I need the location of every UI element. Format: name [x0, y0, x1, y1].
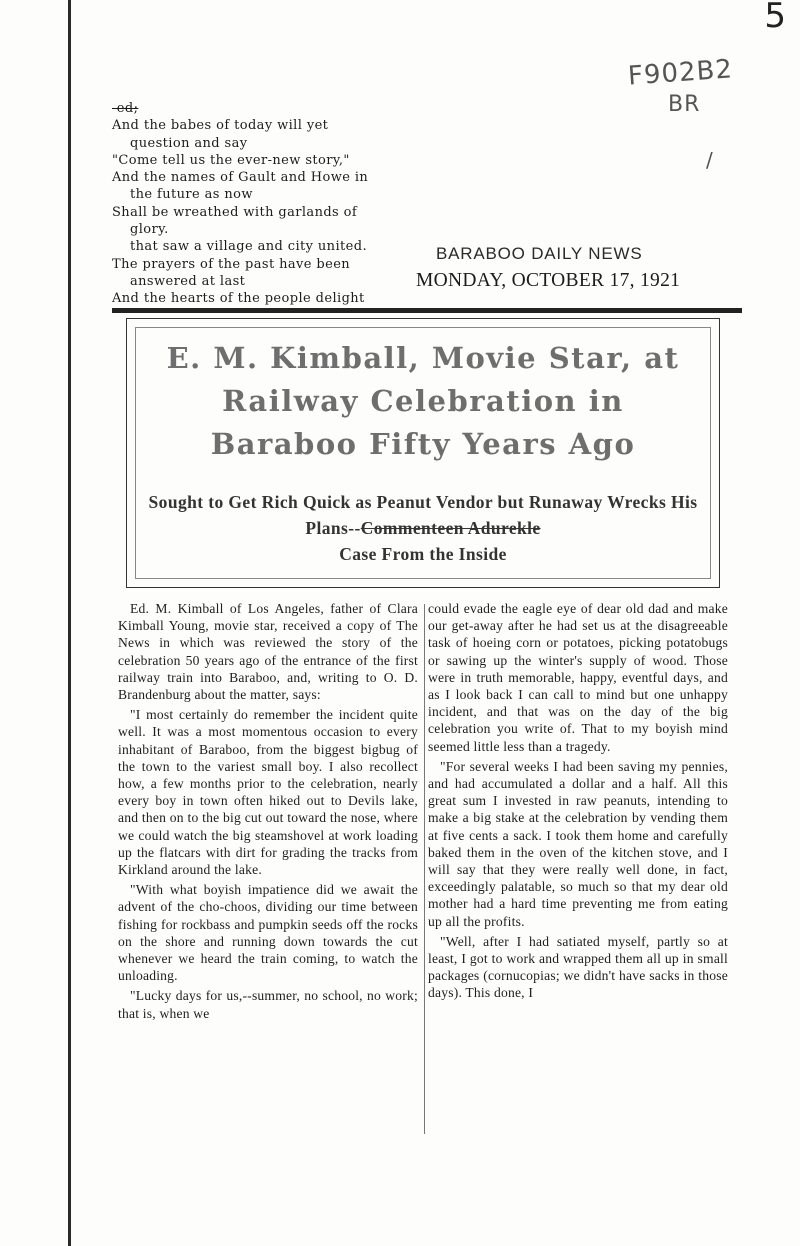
- article-paragraph: "With what boyish impatience did we await the advent of the cho-choos, dividing our time between fishing for rockbass and pumpkin seeds off the rocks on the shore and running down towards the cut whenever we heard the train coming, to watch the unloading.: [118, 882, 418, 984]
- poem-line: the future as now: [130, 187, 253, 203]
- poem-line: -ed;: [112, 101, 139, 116]
- headline-box: [126, 318, 720, 588]
- column-divider: [424, 604, 425, 1134]
- article-paragraph: "I most certainly do remember the incident quite well. It was a most momentous occasion to every inhabitant of Baraboo, from the biggest bigbug of the town to the variest small boy. I also recollect how, a few months prior to the celebration, nearly every boy in town often hiked out to Devils lake, and then on to the big cut out toward the nose, where we could watch the big steamshovel at work loading up the flatcars with dirt for grading the tracks from Kirkland around the lake.: [118, 707, 418, 878]
- article-paragraph: "Lucky days for us,--summer, no school, no work; that is, when we: [118, 988, 418, 1021]
- article-column-right: [428, 600, 728, 1005]
- article-paragraph: "Well, after I had satiated myself, partly so at least, I got to work and wrapped them all up in small packages (cornucopias; we didn't have sacks in those days). This done, I: [428, 933, 728, 1001]
- poem-line: The prayers of the past have been: [112, 256, 351, 272]
- poem-line: And the babes of today will yet: [112, 118, 329, 134]
- poem-fragment: [112, 100, 412, 308]
- section-divider: [112, 308, 742, 313]
- newspaper-name: BARABOO DAILY NEWS: [436, 244, 643, 263]
- publication-date: MONDAY, OCTOBER 17, 1921: [416, 270, 681, 291]
- poem-line: "Come tell us the ever-new story,": [112, 152, 350, 168]
- page-number: 5: [764, 0, 786, 36]
- poem-line: And the names of Gault and Howe in: [112, 170, 369, 186]
- pencil-catalog-code: F902B2: [627, 54, 734, 92]
- poem-line: glory.: [130, 222, 169, 238]
- scrapbook-margin-line: [68, 0, 71, 1246]
- subhead-end: Case From the Inside: [339, 544, 507, 564]
- article-headline: E. M. Kimball, Movie Star, at Railway Celebration in Baraboo Fifty Years Ago: [166, 341, 680, 461]
- article-paragraph: "For several weeks I had been saving my pennies, and had accumulated a dollar and a half. All this great sum I invested in raw peanuts, intending to make a big stake at the celebration by vending them at five cents a sack. I took them home and carefully baked them in the oven of the kitchen stove, and I will say that they were really well done, in fact, exceedingly palatable, so much so that my dear old mother had a hard time preventing me from eating up all the profits.: [428, 758, 728, 929]
- subhead-struck-text: Commenteen Adurekle: [360, 518, 541, 538]
- poem-line: answered at last: [130, 273, 246, 289]
- article-paragraph: could evade the eagle eye of dear old dad and make our get-away after he had set us at the disagreeable task of hoeing corn or potatoes, picking potatobugs or sawing up the winter's supply of wood. Those were in truth memorable, happy, eventful days, and as I look back I can call to mind but one unhappy incident, and that was on the day of the big celebration you write of. That to my boyish mind seemed little less than a tragedy.: [428, 601, 728, 754]
- pencil-mark: /: [706, 148, 714, 172]
- poem-line: question and say: [130, 135, 248, 151]
- poem-line: that saw a village and city united.: [130, 239, 367, 255]
- pencil-initials: BR: [668, 92, 701, 117]
- poem-line: And the hearts of the people delight: [112, 291, 365, 307]
- poem-line: Shall be wreathed with garlands of: [112, 204, 358, 220]
- article-column-left: [118, 600, 418, 1025]
- subhead-main: Sought to Get Rich Quick as Peanut Vendor but Runaway Wrecks His Plans--: [148, 492, 698, 538]
- article-subheadline: [147, 489, 699, 567]
- newspaper-masthead: [416, 244, 686, 292]
- article-paragraph: Ed. M. Kimball of Los Angeles, father of Clara Kimball Young, movie star, received a copy of The News in which was reviewed the story of the celebration 50 years ago of the entrance of the first railway train into Baraboo, and, writing to O. D. Brandenburg about the matter, says:: [118, 601, 418, 703]
